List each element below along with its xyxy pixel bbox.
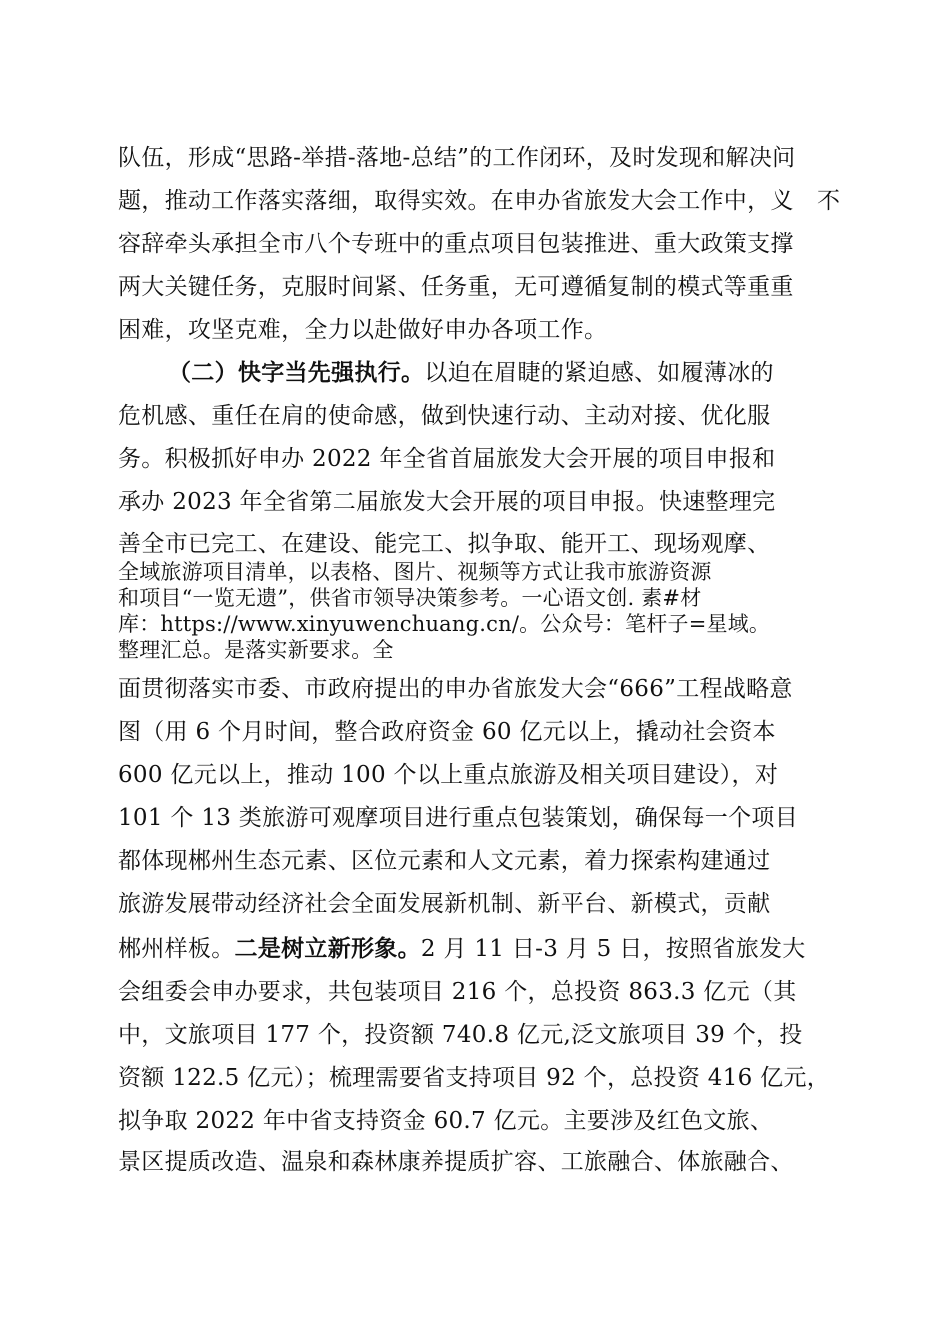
text-line: 和项目“一览无遗”，供省市领导决策参考。一心语文创. 素#材	[118, 586, 702, 610]
text-line: 善全市已完工、在建设、能完工、拟争取、能开工、现场观摩、	[118, 531, 771, 557]
text-line: 困难，攻坚克难，全力以赴做好申办各项工作。	[118, 317, 608, 343]
section-heading: （二）快字当先强执行。	[168, 360, 425, 386]
text-span: 以迫在眉睫的紧迫感、如履薄冰的	[424, 360, 774, 386]
text-line: 面贯彻落实市委、市政府提出的申办省旅发大会“666”工程战略意	[118, 676, 793, 702]
text-line: 务。积极抓好申办 2022 年全省首届旅发大会开展的项目申报和	[118, 446, 776, 472]
paragraph-first-line	[168, 358, 774, 388]
text-line: 会组委会申办要求，共包装项目 216 个，总投资 863.3 亿元（其	[118, 979, 797, 1005]
text-span: 郴州样板。	[118, 936, 235, 962]
section-heading: 二是树立新形象。	[234, 936, 421, 962]
text-line: 危机感、重任在肩的使命感，做到快速行动、主动对接、优化服	[118, 403, 771, 429]
text-span: 2 月 11 日-3 月 5 日，按照省旅发大	[420, 936, 806, 962]
text-line: 旅游发展带动经济社会全面发展新机制、新平台、新模式，贡献	[118, 891, 771, 917]
paragraph-first-line	[118, 934, 806, 964]
text-line: 整理汇总。是落实新要求。全	[118, 638, 394, 662]
text-line: 资额 122.5 亿元）；梳理需要省支持项目 92 个，总投资 416 亿元，	[118, 1065, 831, 1091]
text-line: 图（用 6 个月时间，整合政府资金 60 亿元以上，撬动社会资本	[118, 719, 776, 745]
text-line: 都体现郴州生态元素、区位元素和人文元素，着力探索构建通过	[118, 848, 771, 874]
text-line: 两大关键任务，克服时间紧、任务重，无可遵循复制的模式等重重	[118, 274, 794, 300]
text-line: 题，推动工作落实落细，取得实效。在申办省旅发大会工作中，义 不	[118, 188, 841, 214]
text-line: 容辞牵头承担全市八个专班中的重点项目包装推进、重大政策支撑	[118, 231, 794, 257]
text-line: 全域旅游项目清单，以表格、图片、视频等方式让我市旅游资源	[118, 560, 712, 584]
text-line: 景区提质改造、温泉和森林康养提质扩容、工旅融合、体旅融合、	[118, 1149, 794, 1175]
text-line: 中，文旅项目 177 个，投资额 740.8 亿元,泛文旅项目 39 个，投	[118, 1022, 803, 1048]
text-line: 承办 2023 年全省第二届旅发大会开展的项目申报。快速整理完	[118, 489, 776, 515]
text-line: 拟争取 2022 年中省支持资金 60.7 亿元。主要涉及红色文旅、	[118, 1108, 774, 1134]
text-line: 101 个 13 类旅游可观摩项目进行重点包装策划，确保每一个项目	[118, 805, 798, 831]
text-line: 600 亿元以上，推动 100 个以上重点旅游及相关项目建设），对	[118, 762, 779, 788]
text-line: 库：https://www.xinyuwenchuang.cn/。公众号：笔杆子=星域。	[118, 612, 771, 636]
text-line: 队伍，形成“思路-举措-落地-总结”的工作闭环，及时发现和解决问	[118, 145, 796, 171]
